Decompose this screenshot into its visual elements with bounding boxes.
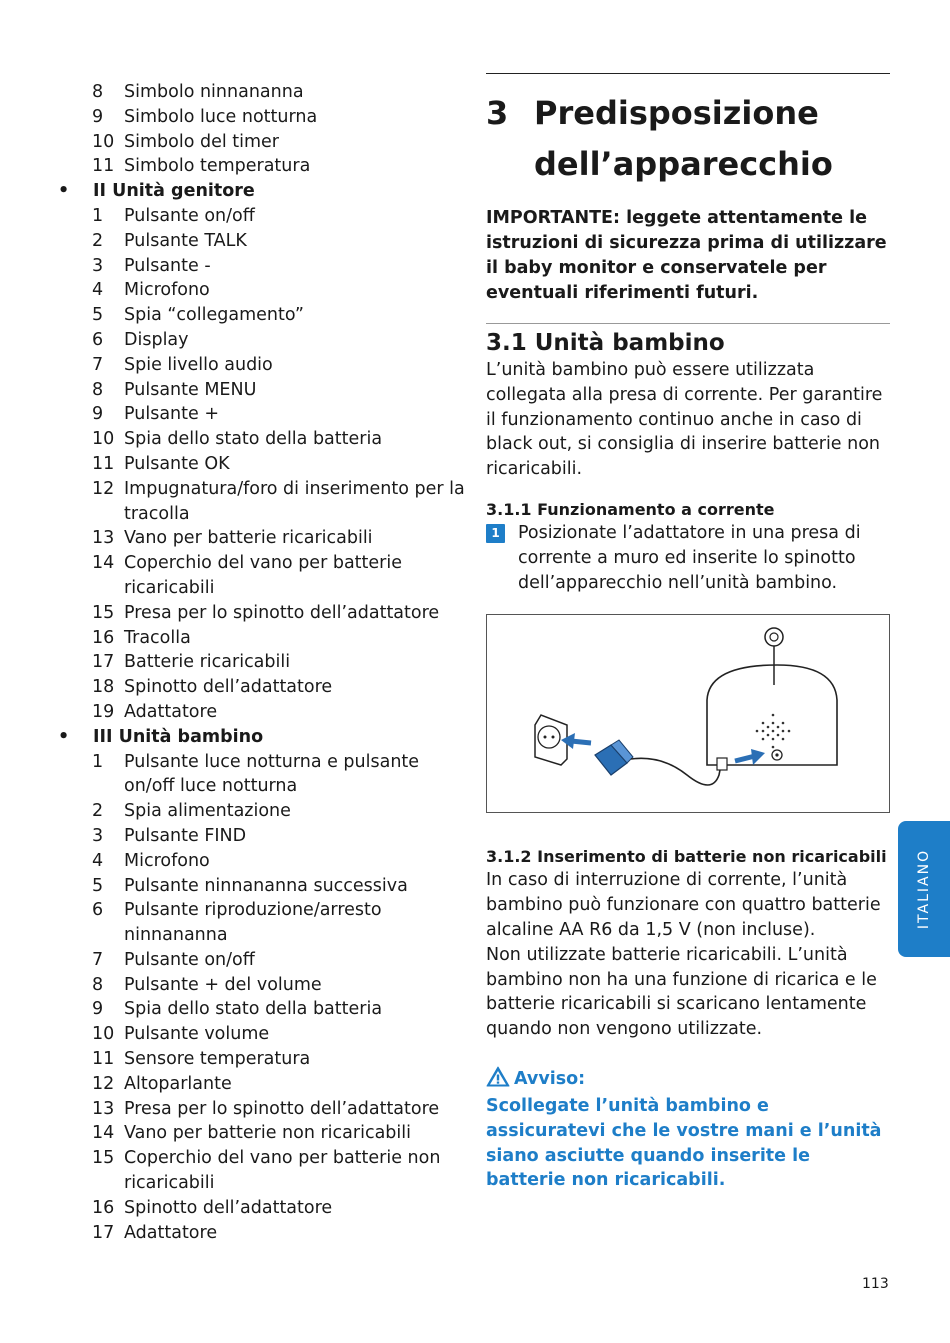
item-text: Spia dello stato della batteria (124, 999, 383, 1020)
item-text: Pulsante TALK (124, 230, 247, 251)
list-item (56, 254, 466, 279)
item-number: 5 (92, 305, 104, 326)
item-number: 13 (92, 528, 115, 549)
item-text: Presa per lo spinotto dell’adattatore (124, 1098, 440, 1119)
item-text: Pulsante luce notturna e pulsante on/off luce notturna (124, 751, 420, 797)
item-text: Vano per batterie ricaricabili (124, 528, 373, 549)
warning-icon (486, 1066, 510, 1094)
list-item (56, 1221, 466, 1246)
item-number: 16 (92, 1197, 115, 1218)
item-number: 15 (92, 602, 115, 623)
item-text: Pulsante FIND (124, 825, 247, 846)
list-item (56, 154, 466, 179)
item-text: Adattatore (124, 701, 218, 722)
power-connection-illustration (486, 614, 890, 813)
item-number: 14 (92, 553, 115, 574)
item-number: 10 (92, 131, 115, 152)
item-number: 15 (92, 1148, 115, 1169)
important-note: IMPORTANTE: leggete attentamente le istruzioni di sicurezza prima di utilizzare il baby monitor e conservatele per eventuali riferimenti futuri. (486, 208, 887, 303)
list-item (56, 1047, 466, 1072)
item-number: 16 (92, 627, 115, 648)
list-item (56, 229, 466, 254)
item-text: Spia alimentazione (124, 801, 291, 822)
insert-arrow-socket (571, 741, 591, 743)
step-number: 1 (486, 524, 505, 543)
item-number: 9 (92, 999, 104, 1020)
list-item (56, 824, 466, 849)
item-text: Spie livello audio (124, 354, 273, 375)
list-item (56, 700, 466, 725)
item-text: Spinotto dell’adattatore (124, 677, 333, 698)
list-item (56, 130, 466, 155)
item-number: 3 (92, 825, 104, 846)
list-item (56, 402, 466, 427)
chapter-rule (486, 73, 890, 74)
item-number: 7 (92, 949, 104, 970)
item-number: 12 (92, 1073, 115, 1094)
chapter-heading (486, 88, 890, 190)
item-number: 6 (92, 900, 104, 921)
dc-plug (717, 758, 727, 770)
baby-unit-list (56, 750, 466, 1246)
bullet: • (58, 181, 70, 202)
item-number: 1 (92, 205, 104, 226)
list-item (56, 750, 466, 800)
item-number: 5 (92, 875, 104, 896)
list-item (56, 1196, 466, 1221)
section-heading-parent-unit (56, 179, 466, 204)
step-text: Posizionate l’adattatore in una presa di corrente a muro ed inserite lo spinotto dell’apparecchio nell’unità bambino. (518, 522, 861, 593)
item-text: Simbolo ninnananna (124, 82, 304, 102)
subsection-title-batteries: 3.1.2 Inserimento di batterie non ricaricabili (486, 847, 887, 867)
item-text: Microfono (124, 280, 210, 301)
item-number: 13 (92, 1098, 115, 1119)
list-item (56, 551, 466, 601)
warning-text: Scollegate l’unità bambino e assicuratevi che le vostre mani e l’unità siano asciutte quando inserite le batterie non ricaricabili. (486, 1095, 882, 1191)
list-item (56, 799, 466, 824)
list-item (56, 477, 466, 527)
item-number: 17 (92, 1222, 115, 1243)
list-item (56, 1097, 466, 1122)
item-text: Pulsante - (124, 255, 211, 276)
item-number: 9 (92, 404, 104, 425)
section-title: 3.1 Unità bambino (486, 330, 725, 356)
list-item (56, 973, 466, 998)
item-text: Spia dello stato della batteria (124, 429, 383, 450)
item-text: Spia “collegamento” (124, 305, 304, 326)
section-title: II Unità genitore (93, 181, 255, 202)
setup-column (486, 73, 890, 1193)
item-number: 4 (92, 280, 104, 301)
list-item (56, 626, 466, 651)
item-number: 11 (92, 453, 115, 474)
item-number: 19 (92, 701, 115, 722)
list-item (56, 1072, 466, 1097)
item-text: Pulsante on/off (124, 205, 255, 226)
warning-heading (486, 1066, 890, 1094)
parent-unit-list (56, 204, 466, 725)
item-number: 14 (92, 1123, 115, 1144)
list-item (56, 303, 466, 328)
item-text: Microfono (124, 850, 210, 871)
item-text: Coperchio del vano per batterie non ricaricabili (124, 1148, 441, 1194)
item-text: Pulsante + (124, 404, 219, 425)
hook-ring-inner (770, 633, 778, 641)
list-item (56, 328, 466, 353)
item-text: Tracolla (124, 627, 191, 648)
list-item (56, 1146, 466, 1196)
list-continued (56, 80, 466, 179)
item-number: 8 (92, 974, 104, 995)
step-item (486, 521, 890, 595)
chapter-title: Predisposizione dell’apparecchio (534, 94, 833, 183)
item-number: 8 (92, 379, 104, 400)
item-text: Impugnatura/foro di inserimento per la tracolla (124, 478, 465, 524)
item-number: 7 (92, 354, 104, 375)
list-item (56, 650, 466, 675)
item-number: 1 (92, 751, 104, 772)
item-number: 8 (92, 82, 104, 102)
list-item (56, 1022, 466, 1047)
section-title: III Unità bambino (93, 726, 264, 747)
language-tab (898, 821, 950, 957)
list-item (56, 278, 466, 303)
item-number: 11 (92, 1049, 115, 1070)
section-text: L’unità bambino può essere utilizzata collegata alla presa di corrente. Per garantire il funzionamento continuo anche in caso di black out, si consiglia di inserire batterie non ricaricabili. (486, 360, 883, 480)
list-item (56, 105, 466, 130)
item-number: 12 (92, 478, 115, 499)
list-item (56, 601, 466, 626)
item-text: Pulsante OK (124, 453, 230, 474)
item-text: Adattatore (124, 1222, 218, 1243)
item-text: Simbolo luce notturna (124, 106, 318, 127)
list-item (56, 948, 466, 973)
list-item (56, 526, 466, 551)
item-number: 4 (92, 850, 104, 871)
item-text: Batterie ricaricabili (124, 652, 291, 673)
item-text: Spinotto dell’adattatore (124, 1197, 333, 1218)
list-item (56, 849, 466, 874)
batteries-text: In caso di interruzione di corrente, l’unità bambino può funzionare con quattro batterie alcaline AA R6 da 1,5 V (non incluse). (486, 870, 881, 940)
item-number: 6 (92, 329, 104, 350)
item-number: 18 (92, 677, 115, 698)
list-item (56, 997, 466, 1022)
item-text: Pulsante volume (124, 1024, 270, 1045)
batteries-note: Non utilizzate batterie ricaricabili. L’unità bambino non ha una funzione di ricarica e le batterie ricaricabili si scaricano lentamente quando non vengono utilizzate. (486, 944, 877, 1040)
item-number: 9 (92, 106, 104, 127)
item-number: 11 (92, 156, 115, 177)
list-item (56, 1121, 466, 1146)
list-item (56, 874, 466, 899)
chapter-number: 3 (486, 94, 509, 132)
item-text: Pulsante + del volume (124, 974, 322, 995)
list-item (56, 898, 466, 948)
list-item (56, 378, 466, 403)
component-list (56, 80, 466, 1245)
item-text: Pulsante MENU (124, 379, 257, 400)
item-text: Pulsante on/off (124, 949, 255, 970)
item-text: Pulsante ninnananna successiva (124, 875, 408, 896)
item-text: Pulsante riproduzione/arresto ninnananna (124, 900, 382, 946)
item-number: 2 (92, 230, 104, 251)
item-text: Simbolo del timer (124, 131, 279, 152)
item-text: Sensore temperatura (124, 1049, 311, 1070)
list-item (56, 204, 466, 229)
item-text: Presa per lo spinotto dell’adattatore (124, 602, 440, 623)
list-item (56, 427, 466, 452)
item-number: 2 (92, 801, 104, 822)
item-number: 10 (92, 429, 115, 450)
list-item (56, 80, 466, 105)
list-item (56, 675, 466, 700)
item-text: Display (124, 329, 189, 350)
item-text: Simbolo temperatura (124, 156, 311, 177)
item-text: Vano per batterie non ricaricabili (124, 1123, 411, 1144)
section-heading-baby-unit (56, 725, 466, 750)
item-text: Coperchio del vano per batterie ricaricabili (124, 553, 402, 598)
item-text: Altoparlante (124, 1073, 232, 1094)
subsection-title-power: 3.1.1 Funzionamento a corrente (486, 499, 775, 519)
list-item (56, 353, 466, 378)
warning-title: Avviso: (514, 1068, 586, 1089)
section-rule (486, 323, 890, 324)
list-item (56, 452, 466, 477)
page-number: 113 (862, 1276, 889, 1292)
item-number: 10 (92, 1024, 115, 1045)
item-number: 17 (92, 652, 115, 673)
language-label: ITALIANO (916, 848, 932, 930)
adapter-plug-illustration (487, 615, 889, 812)
bullet: • (58, 726, 70, 747)
item-number: 3 (92, 255, 104, 276)
